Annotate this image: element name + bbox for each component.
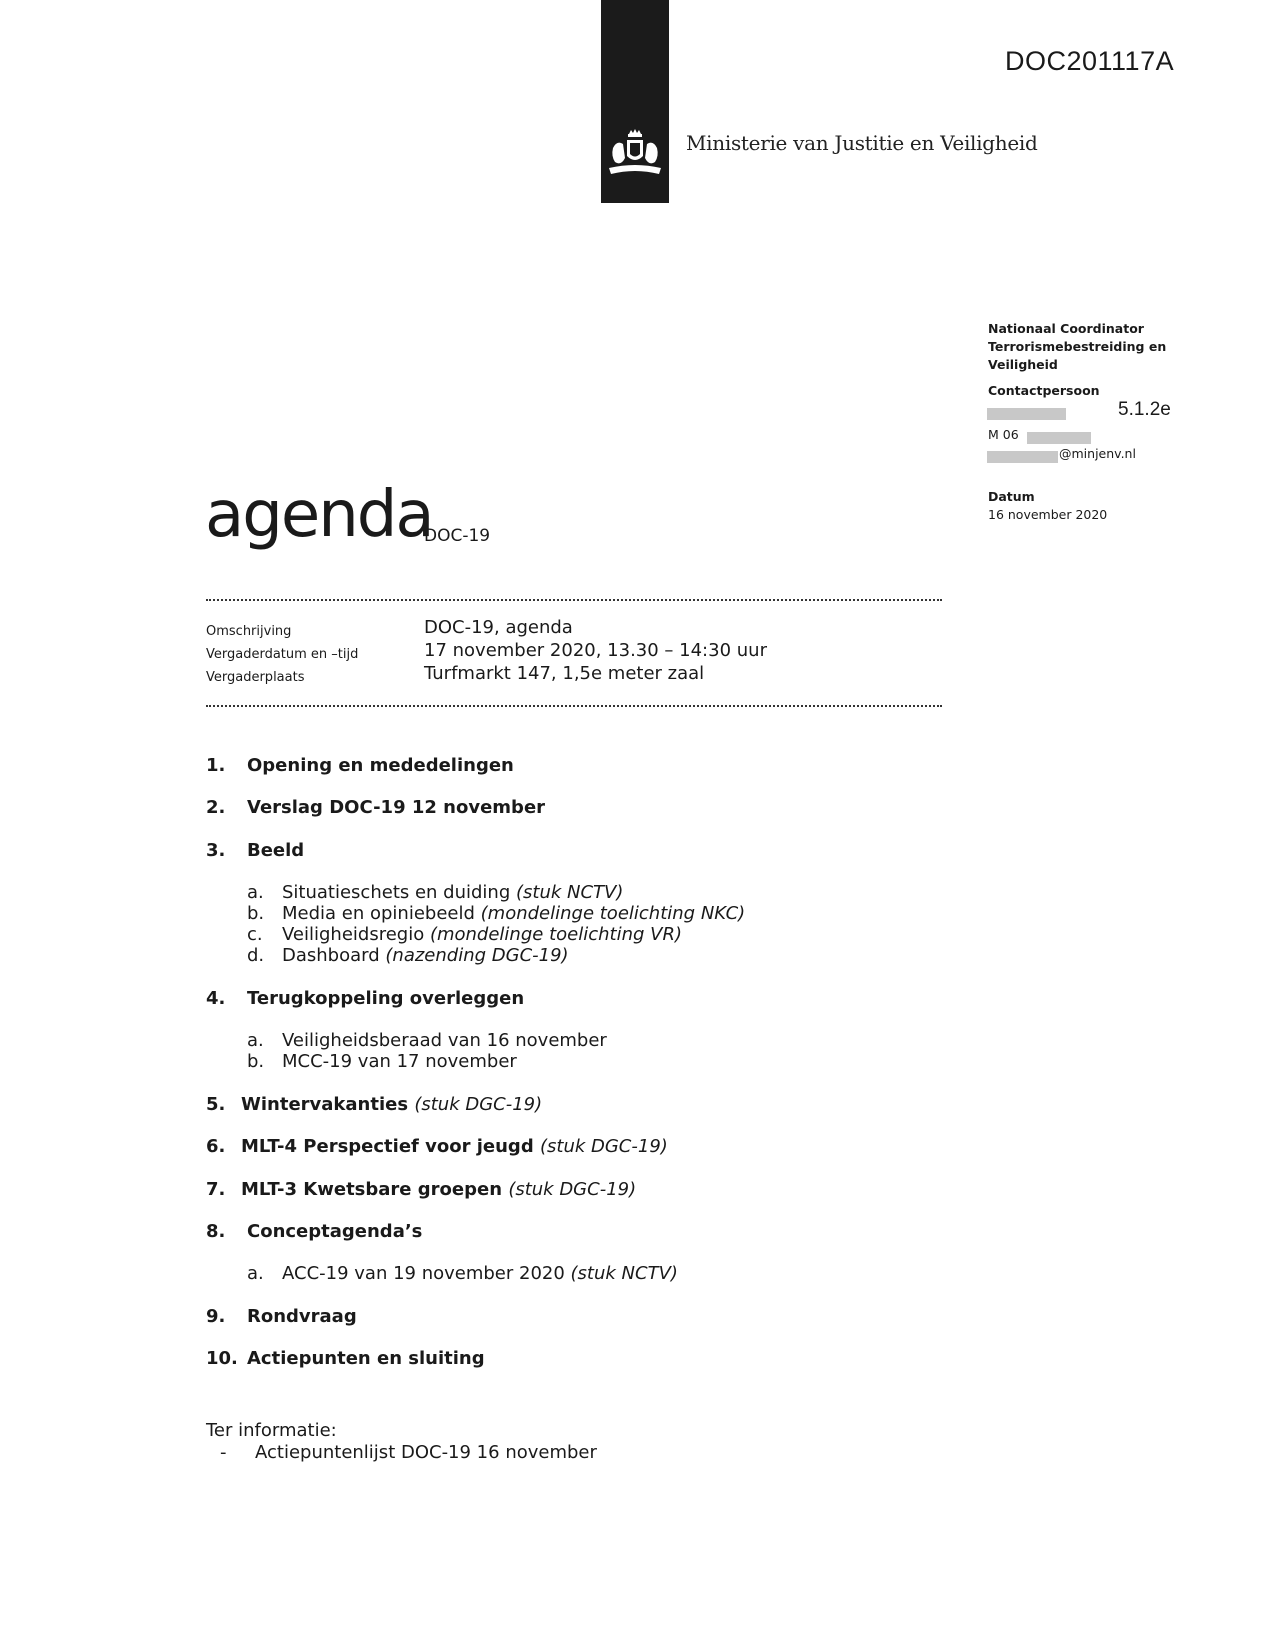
date-value: 16 november 2020 bbox=[988, 507, 1108, 522]
item-number: 3. bbox=[206, 840, 226, 861]
item-title: Actiepunten en sluiting bbox=[247, 1348, 485, 1369]
subitem-letter: b. bbox=[247, 903, 265, 924]
agenda-item bbox=[206, 1179, 636, 1200]
info-item: Actiepuntenlijst DOC-19 16 november bbox=[255, 1442, 597, 1463]
ministry-name: Ministerie van Justitie en Veiligheid bbox=[686, 131, 1038, 155]
divider bbox=[206, 599, 942, 601]
agenda-item bbox=[206, 840, 304, 861]
document-code: DOC201117A bbox=[1005, 46, 1175, 76]
item-number: 5. bbox=[206, 1094, 226, 1115]
item-number: 2. bbox=[206, 797, 226, 818]
item-number: 8. bbox=[206, 1221, 226, 1242]
organization-line-3: Veiligheid bbox=[988, 357, 1058, 372]
date-label: Datum bbox=[988, 489, 1035, 504]
subitem-letter: a. bbox=[247, 1263, 264, 1284]
item-title: MLT-3 Kwetsbare groepen bbox=[241, 1179, 503, 1200]
agenda-item bbox=[206, 797, 545, 818]
subitem-text: Media en opiniebeeld bbox=[282, 903, 481, 924]
item-title: MLT-4 Perspectief voor jeugd bbox=[241, 1136, 534, 1157]
subitem-note: (stuk NCTV) bbox=[570, 1263, 678, 1284]
subitem-letter: c. bbox=[247, 924, 263, 945]
item-title: Conceptagenda’s bbox=[247, 1221, 423, 1242]
item-number: 10. bbox=[206, 1348, 238, 1369]
agenda-item bbox=[206, 988, 524, 1009]
subitem-text: Situatieschets en duiding bbox=[282, 882, 516, 903]
subitem-note: (mondelinge toelichting VR) bbox=[429, 924, 682, 945]
redaction-block bbox=[1027, 432, 1091, 444]
item-title: Verslag DOC-19 12 november bbox=[247, 797, 546, 818]
meta-value: DOC-19, agenda bbox=[424, 617, 573, 638]
item-title: Terugkoppeling overleggen bbox=[247, 988, 525, 1009]
meta-label: Omschrijving bbox=[206, 624, 292, 639]
subitem-letter: d. bbox=[247, 945, 265, 966]
meta-label: Vergaderdatum en –tijd bbox=[206, 647, 359, 662]
list-bullet: - bbox=[220, 1442, 227, 1463]
item-number: 9. bbox=[206, 1306, 226, 1327]
item-title: Rondvraag bbox=[247, 1306, 357, 1327]
agenda-item bbox=[206, 1306, 357, 1327]
divider bbox=[206, 705, 942, 707]
item-note: (stuk DGC-19) bbox=[508, 1179, 637, 1200]
organization-line-2: Terrorismebestreiding en bbox=[988, 339, 1167, 354]
agenda-item bbox=[206, 1348, 485, 1369]
item-note: (stuk DGC-19) bbox=[539, 1136, 668, 1157]
item-number: 7. bbox=[206, 1179, 226, 1200]
meta-label: Vergaderplaats bbox=[206, 670, 305, 685]
agenda-item bbox=[206, 1094, 542, 1115]
redaction-code: 5.1.2e bbox=[1118, 399, 1171, 420]
subitem-text: Veiligheidsregio bbox=[282, 924, 430, 945]
subitem-note: (stuk NCTV) bbox=[516, 882, 624, 903]
subitem-letter: a. bbox=[247, 1030, 264, 1051]
agenda-item bbox=[206, 1221, 422, 1242]
subitem-note: (mondelinge toelichting NKC) bbox=[480, 903, 746, 924]
item-number: 1. bbox=[206, 755, 226, 776]
phone-prefix: M 06 bbox=[988, 427, 1019, 442]
page-subtitle: DOC-19 bbox=[424, 526, 491, 546]
redaction-block bbox=[987, 451, 1058, 463]
item-title: Opening en mededelingen bbox=[247, 755, 514, 776]
item-number: 4. bbox=[206, 988, 226, 1009]
subitem-letter: a. bbox=[247, 882, 264, 903]
page-title: agenda bbox=[205, 478, 433, 552]
email-suffix: @minjenv.nl bbox=[1059, 446, 1136, 461]
meta-value: 17 november 2020, 13.30 – 14:30 uur bbox=[424, 640, 767, 661]
subitem-letter: b. bbox=[247, 1051, 265, 1072]
item-note: (stuk DGC-19) bbox=[414, 1094, 543, 1115]
subitem-text: MCC-19 van 17 november bbox=[282, 1051, 517, 1072]
redaction-block bbox=[987, 408, 1066, 420]
item-title: Wintervakanties bbox=[241, 1094, 409, 1115]
subitem-text: ACC-19 van 19 november 2020 bbox=[282, 1263, 571, 1284]
agenda-item bbox=[206, 1136, 668, 1157]
agenda-item bbox=[206, 755, 514, 776]
item-title: Beeld bbox=[247, 840, 305, 861]
coat-of-arms-icon bbox=[603, 128, 667, 188]
info-heading: Ter informatie: bbox=[206, 1420, 337, 1441]
subitem-note: (nazending DGC-19) bbox=[385, 945, 569, 966]
meta-value: Turfmarkt 147, 1,5e meter zaal bbox=[424, 663, 705, 684]
contact-label: Contactpersoon bbox=[988, 383, 1100, 398]
item-number: 6. bbox=[206, 1136, 226, 1157]
organization-line-1: Nationaal Coordinator bbox=[988, 321, 1144, 336]
subitem-text: Dashboard bbox=[282, 945, 386, 966]
subitem-text: Veiligheidsberaad van 16 november bbox=[282, 1030, 607, 1051]
